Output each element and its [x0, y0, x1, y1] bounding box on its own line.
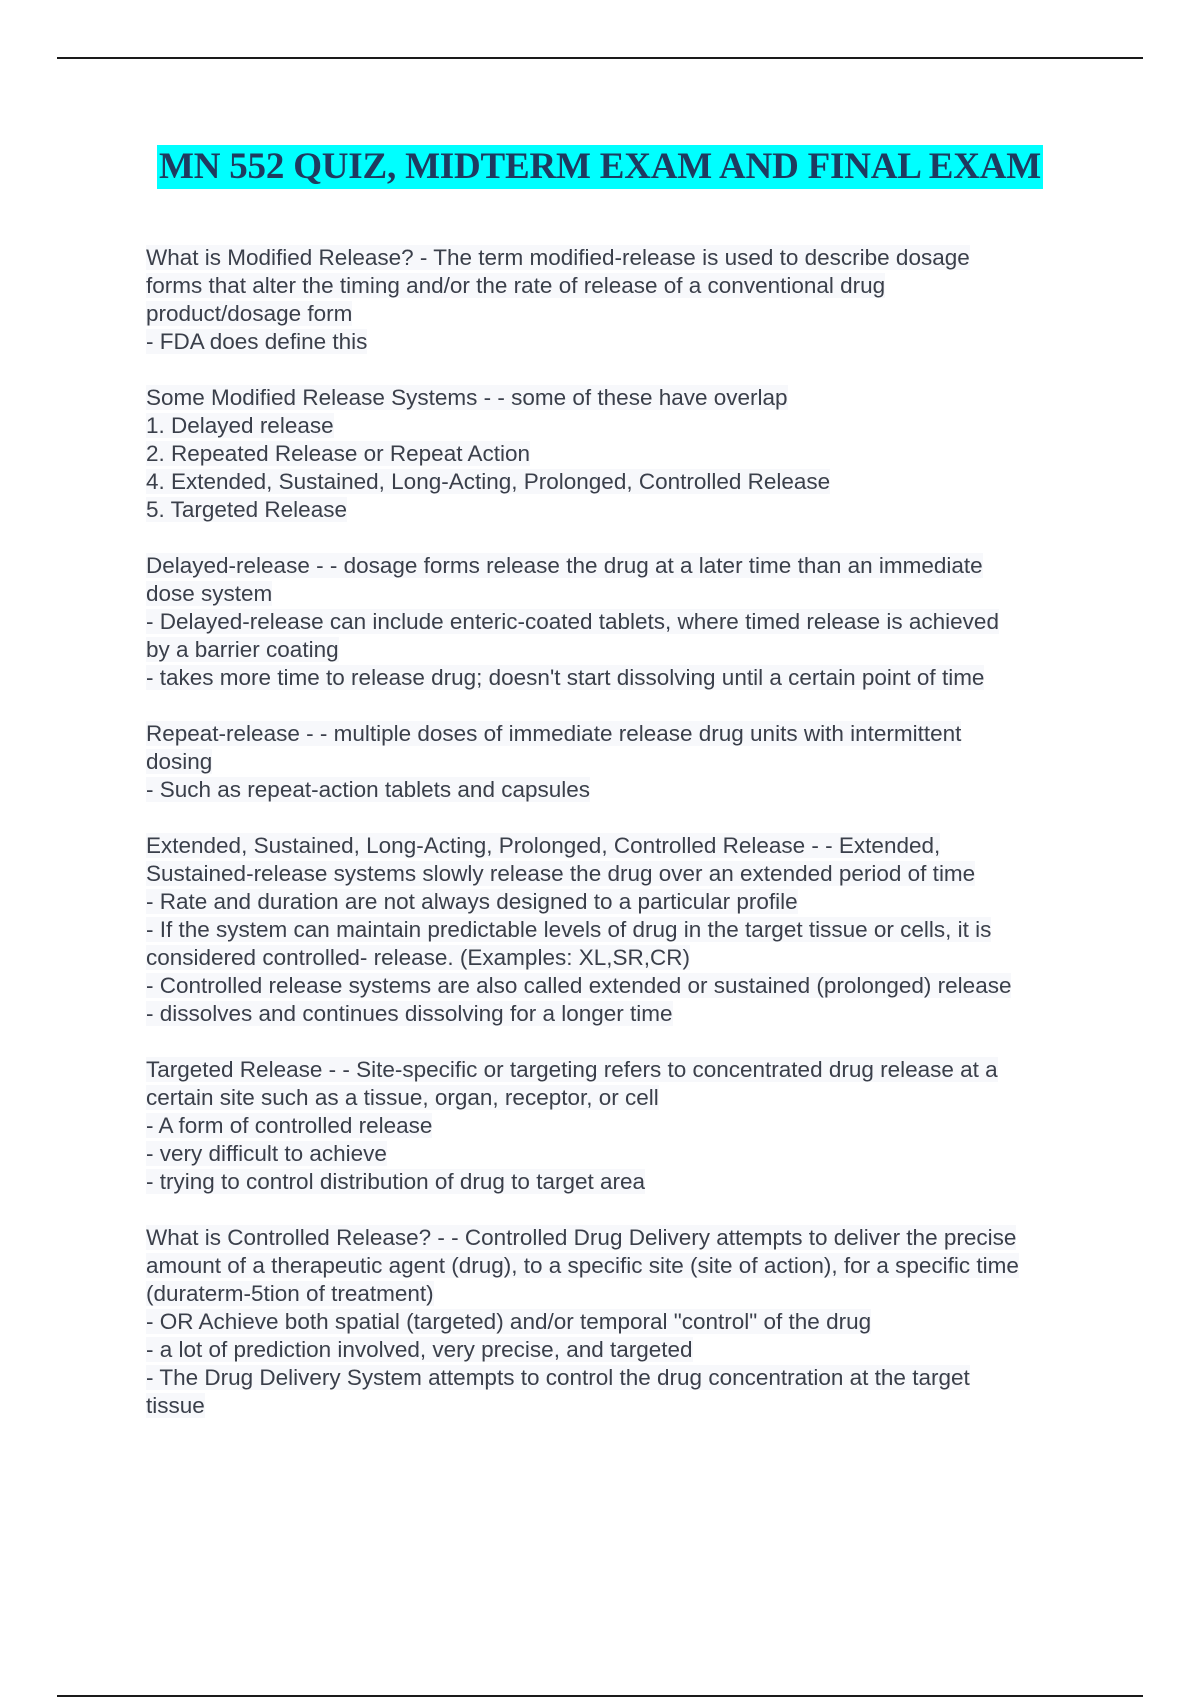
text-line-content: - dissolves and continues dissolving for a longer time — [146, 1001, 673, 1026]
text-line-content: - takes more time to release drug; doesn't start dissolving until a certain point of time — [146, 665, 985, 690]
text-line — [146, 552, 1096, 580]
text-line — [146, 1280, 1096, 1308]
text-line — [146, 272, 1096, 300]
paragraph-block — [146, 244, 1096, 356]
text-line — [146, 468, 1096, 496]
text-line-content: Targeted Release - - Site-specific or targeting refers to concentrated drug release at a — [146, 1057, 998, 1082]
text-line-content: - very difficult to achieve — [146, 1141, 387, 1166]
text-line-content: certain site such as a tissue, organ, receptor, or cell — [146, 1085, 659, 1110]
text-line-content: Some Modified Release Systems - - some of these have overlap — [146, 385, 788, 410]
text-line — [146, 412, 1096, 440]
text-line-content: amount of a therapeutic agent (drug), to a specific site (site of action), for a specific time — [146, 1253, 1019, 1278]
text-line — [146, 832, 1096, 860]
text-line — [146, 1336, 1096, 1364]
paragraph-block — [146, 832, 1096, 1028]
text-line — [146, 1112, 1096, 1140]
text-line-content: Extended, Sustained, Long-Acting, Prolonged, Controlled Release - - Extended, — [146, 833, 941, 858]
text-line — [146, 328, 1096, 356]
paragraph-block — [146, 720, 1096, 804]
text-line-content: 1. Delayed release — [146, 413, 334, 438]
text-line-content: considered controlled- release. (Examples: XL,SR,CR) — [146, 945, 690, 970]
text-line — [146, 384, 1096, 412]
text-line-content: What is Controlled Release? - - Controlled Drug Delivery attempts to deliver the precise — [146, 1225, 1017, 1250]
document-title: MN 552 QUIZ, MIDTERM EXAM AND FINAL EXAM — [158, 146, 1042, 187]
text-line — [146, 608, 1096, 636]
text-line-content: tissue — [146, 1393, 205, 1418]
text-line-content: dose system — [146, 581, 273, 606]
text-line — [146, 1000, 1096, 1028]
text-line — [146, 1364, 1096, 1392]
text-line-content: product/dosage form — [146, 301, 353, 326]
text-line-content: - trying to control distribution of drug to target area — [146, 1169, 646, 1194]
text-line-content: Sustained-release systems slowly release the drug over an extended period of time — [146, 861, 976, 886]
text-line — [146, 720, 1096, 748]
text-line-content: - a lot of prediction involved, very precise, and targeted — [146, 1337, 693, 1362]
text-line — [146, 440, 1096, 468]
text-line — [146, 888, 1096, 916]
text-line-content: - A form of controlled release — [146, 1113, 433, 1138]
text-line-content: - Such as repeat-action tablets and capsules — [146, 777, 591, 802]
text-line-content: Repeat-release - - multiple doses of immediate release drug units with intermittent — [146, 721, 962, 746]
text-line — [146, 1224, 1096, 1252]
text-line — [146, 1308, 1096, 1336]
text-line-content: What is Modified Release? - The term modified-release is used to describe dosage — [146, 245, 970, 270]
text-line-content: - The Drug Delivery System attempts to control the drug concentration at the target — [146, 1365, 970, 1390]
text-line-content: dosing — [146, 749, 213, 774]
text-line — [146, 580, 1096, 608]
text-line — [146, 1140, 1096, 1168]
bottom-rule — [57, 1695, 1143, 1697]
paragraph-block — [146, 552, 1096, 692]
text-line — [146, 1392, 1096, 1420]
text-line — [146, 972, 1096, 1000]
paragraph-block — [146, 1056, 1096, 1196]
text-line-content: - Delayed-release can include enteric-coated tablets, where timed release is achieved — [146, 609, 999, 634]
text-line-content: Delayed-release - - dosage forms release the drug at a later time than an immediate — [146, 553, 983, 578]
text-line — [146, 244, 1096, 272]
text-line — [146, 300, 1096, 328]
text-line — [146, 1168, 1096, 1196]
text-line — [146, 916, 1096, 944]
text-line-content: - FDA does define this — [146, 329, 368, 354]
text-line — [146, 748, 1096, 776]
text-line-content: (durаterm-5tion of treatment) — [146, 1281, 434, 1306]
text-line — [146, 944, 1096, 972]
text-line-content: by a barrier coating — [146, 637, 339, 662]
paragraph-block — [146, 384, 1096, 524]
text-line-content: - If the system can maintain predictable levels of drug in the target tissue or cells, it is — [146, 917, 992, 942]
text-line — [146, 664, 1096, 692]
text-line — [146, 776, 1096, 804]
text-line-content: - OR Achieve both spatial (targeted) and/or temporal "control" of the drug — [146, 1309, 872, 1334]
text-line — [146, 496, 1096, 524]
text-line — [146, 1056, 1096, 1084]
text-line-content: - Rate and duration are not always designed to a particular profile — [146, 889, 798, 914]
text-line-content: 5. Targeted Release — [146, 497, 347, 522]
text-line-content: - Controlled release systems are also called extended or sustained (prolonged) release — [146, 973, 1012, 998]
text-line — [146, 1084, 1096, 1112]
text-line — [146, 860, 1096, 888]
text-line — [146, 1252, 1096, 1280]
top-rule — [57, 57, 1143, 59]
title-wrap — [0, 145, 1200, 189]
text-line-content: forms that alter the timing and/or the rate of release of a conventional drug — [146, 273, 886, 298]
paragraph-block — [146, 1224, 1096, 1420]
text-line-content: 2. Repeated Release or Repeat Action — [146, 441, 531, 466]
document-body — [146, 244, 1096, 1448]
text-line — [146, 636, 1096, 664]
text-line-content: 4. Extended, Sustained, Long-Acting, Prolonged, Controlled Release — [146, 469, 831, 494]
